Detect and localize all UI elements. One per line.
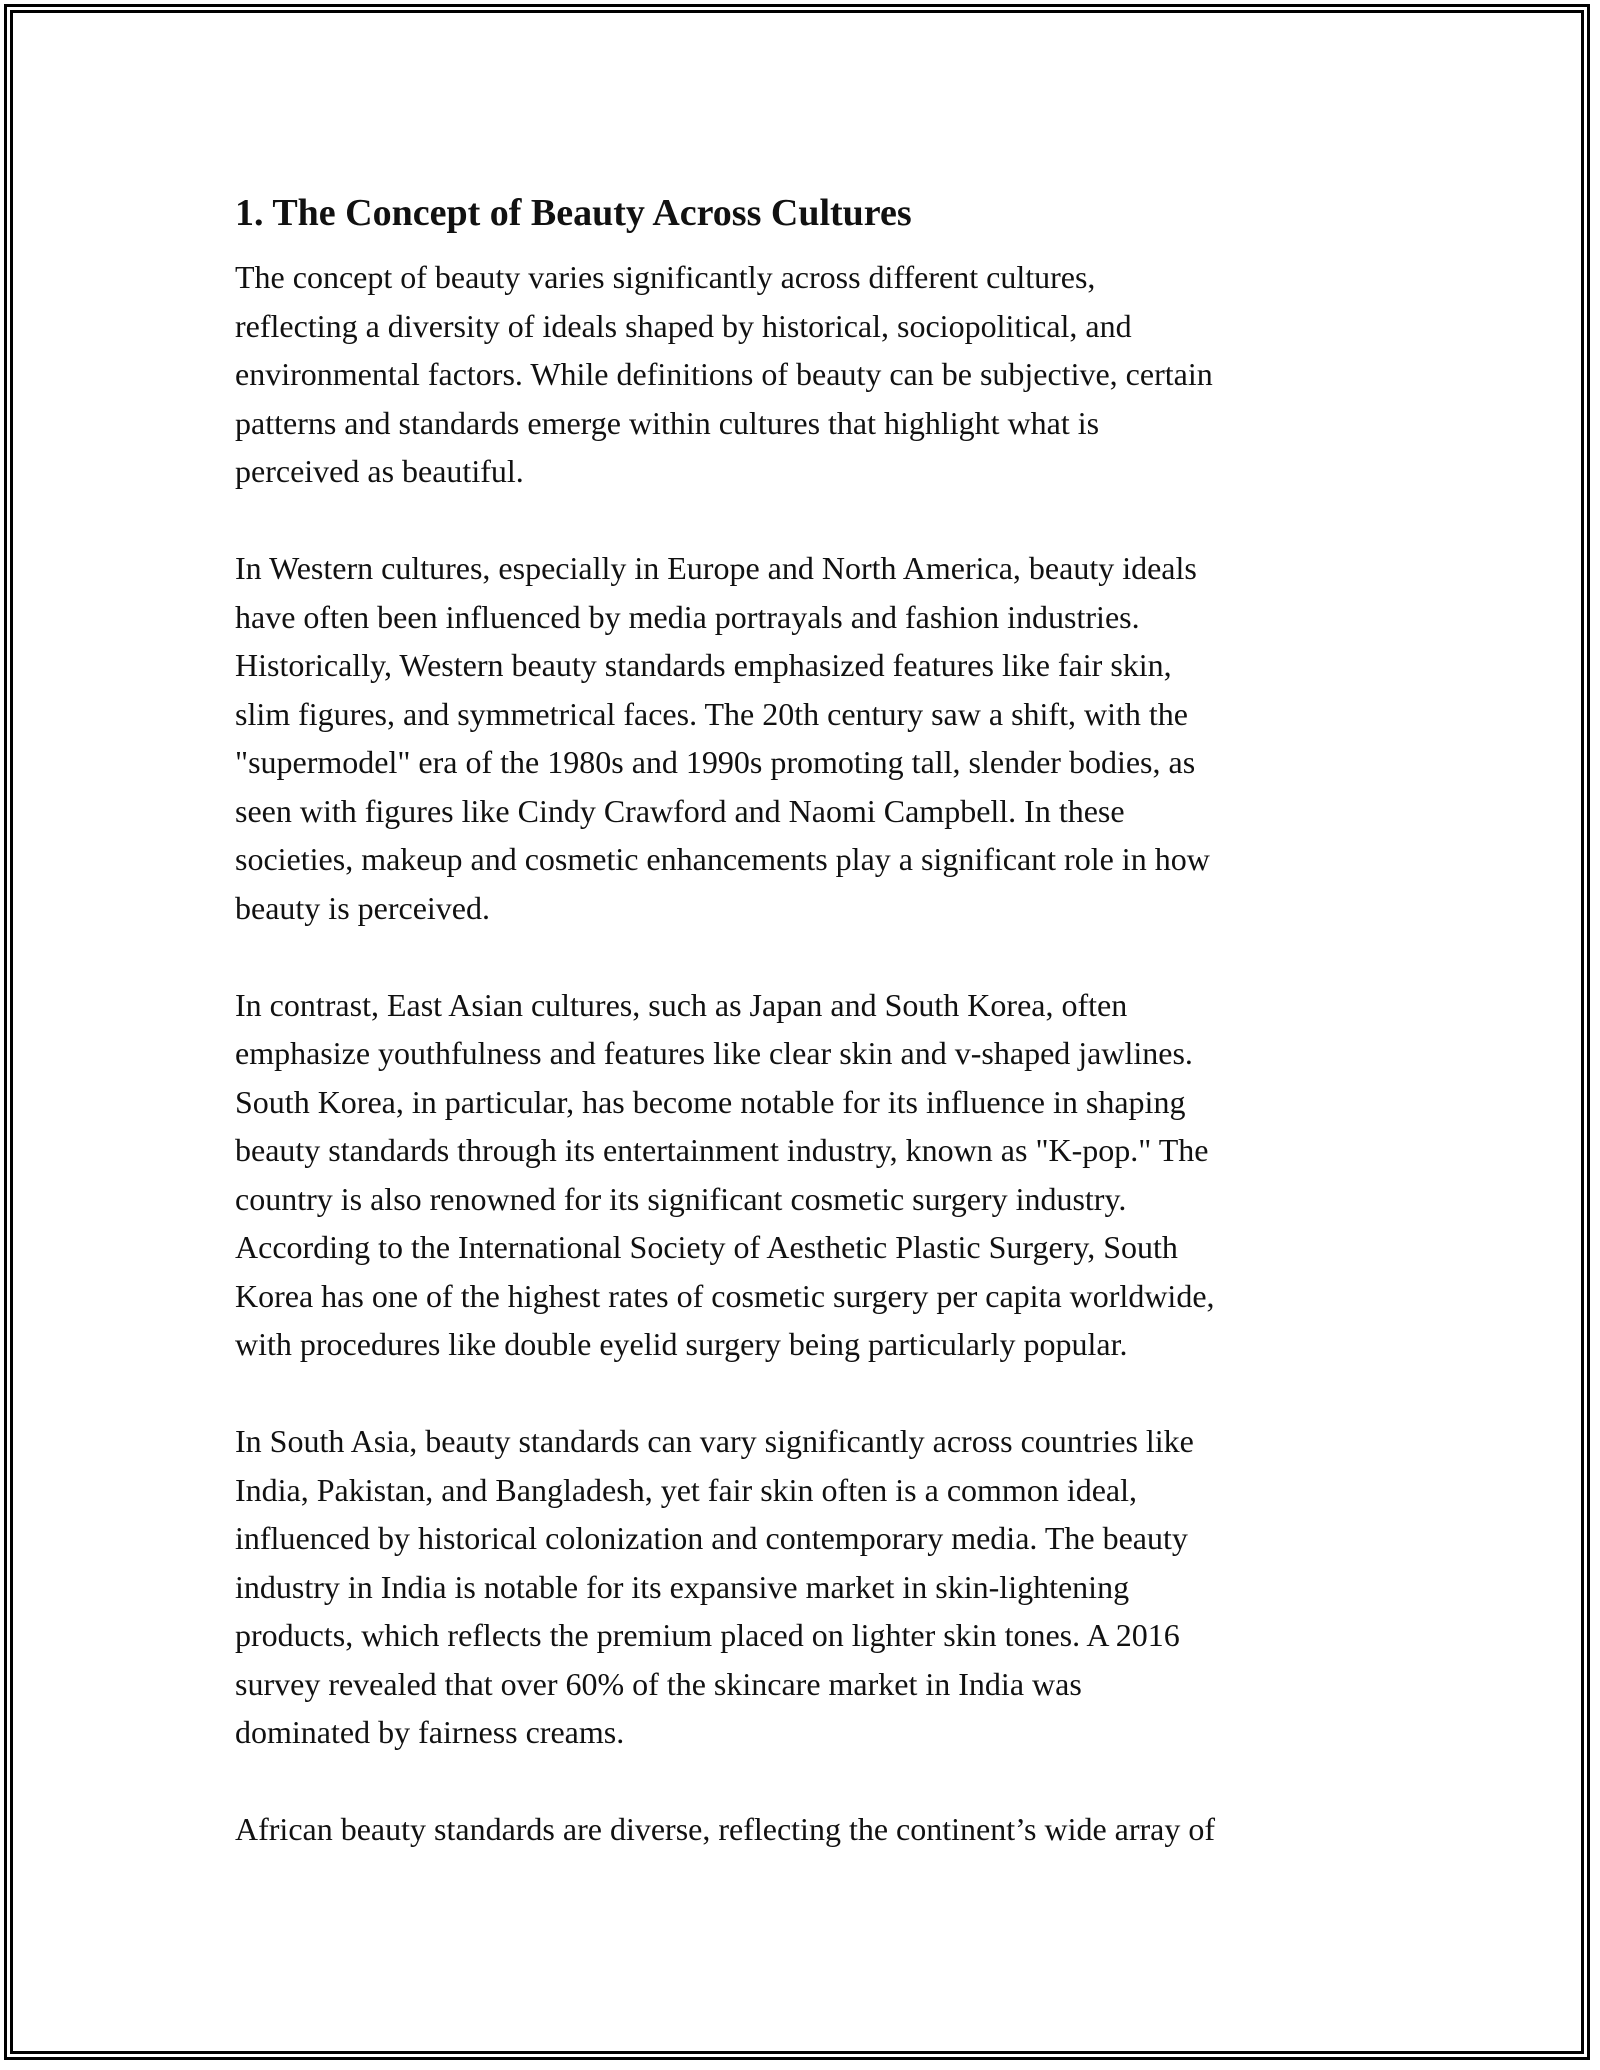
paragraph-line: In Western cultures, especially in Europe and North America, beauty ideals — [235, 550, 1197, 586]
paragraph-line: survey revealed that over 60% of the skincare market in India was — [235, 1665, 1082, 1702]
paragraph-line: influenced by historical colonization and contemporary media. The beauty — [235, 1520, 1188, 1556]
paragraph-line: African beauty standards are diverse, reflecting the continent’s wide array of — [235, 1811, 1216, 1847]
paragraph-line: country is also renowned for its significant cosmetic surgery industry. — [235, 1180, 1127, 1217]
paragraph-line: have often been influenced by media portrayals and fashion industries. — [235, 598, 1140, 635]
paragraph-line: In contrast, East Asian cultures, such as Japan and South Korea, often — [235, 986, 1128, 1023]
paragraph-line: societies, makeup and cosmetic enhancements play a significant role in how — [235, 841, 1210, 877]
paragraph-line: with procedures like double eyelid surgery being particularly popular. — [235, 1326, 1128, 1362]
paragraph-line: emphasize youthfulness and features like clear skin and v-shaped jawlines. — [235, 1035, 1193, 1071]
paragraph-line: products, which reflects the premium placed on lighter skin tones. A 2016 — [235, 1617, 1180, 1653]
paragraph-line: industry in India is notable for its expansive market in skin-lightening — [235, 1568, 1130, 1605]
body-paragraph — [235, 544, 1365, 932]
paragraph-line: seen with figures like Cindy Crawford and Naomi Campbell. In these — [235, 792, 1125, 829]
paragraph-line: beauty standards through its entertainment industry, known as "K-pop." The — [235, 1132, 1209, 1168]
paragraph-line: perceived as beautiful. — [235, 453, 524, 489]
paragraph-list — [235, 253, 1365, 1854]
paragraph-line: The concept of beauty varies significantly across different cultures, — [235, 259, 1096, 295]
paragraph-line: patterns and standards emerge within cultures that highlight what is — [235, 404, 1100, 441]
paragraph-line: In South Asia, beauty standards can vary significantly across countries like — [235, 1423, 1194, 1459]
body-paragraph — [235, 981, 1365, 1369]
paragraph-line: dominated by fairness creams. — [235, 1714, 625, 1750]
section-heading: 1. The Concept of Beauty Across Cultures — [235, 192, 912, 234]
paragraph-line: South Korea, in particular, has become notable for its influence in shaping — [235, 1083, 1186, 1120]
body-paragraph — [235, 1805, 1365, 1854]
paragraph-line: India, Pakistan, and Bangladesh, yet fair skin often is a common ideal, — [235, 1471, 1137, 1508]
body-paragraph — [235, 1417, 1365, 1757]
document-body — [235, 185, 1365, 1902]
paragraph-line: slim figures, and symmetrical faces. The 20th century saw a shift, with the — [235, 695, 1188, 732]
paragraph-line: Historically, Western beauty standards emphasized features like fair skin, — [235, 647, 1172, 683]
paragraph-line: reflecting a diversity of ideals shaped by historical, sociopolitical, and — [235, 307, 1132, 344]
paragraph-line: According to the International Society of Aesthetic Plastic Surgery, South — [235, 1229, 1178, 1265]
paragraph-line: "supermodel" era of the 1980s and 1990s promoting tall, slender bodies, as — [235, 744, 1196, 780]
paragraph-line: environmental factors. While definitions of beauty can be subjective, certain — [235, 356, 1213, 392]
paragraph-line: beauty is perceived. — [235, 889, 490, 926]
body-paragraph — [235, 253, 1365, 496]
paragraph-line: Korea has one of the highest rates of cosmetic surgery per capita worldwide, — [235, 1277, 1215, 1314]
